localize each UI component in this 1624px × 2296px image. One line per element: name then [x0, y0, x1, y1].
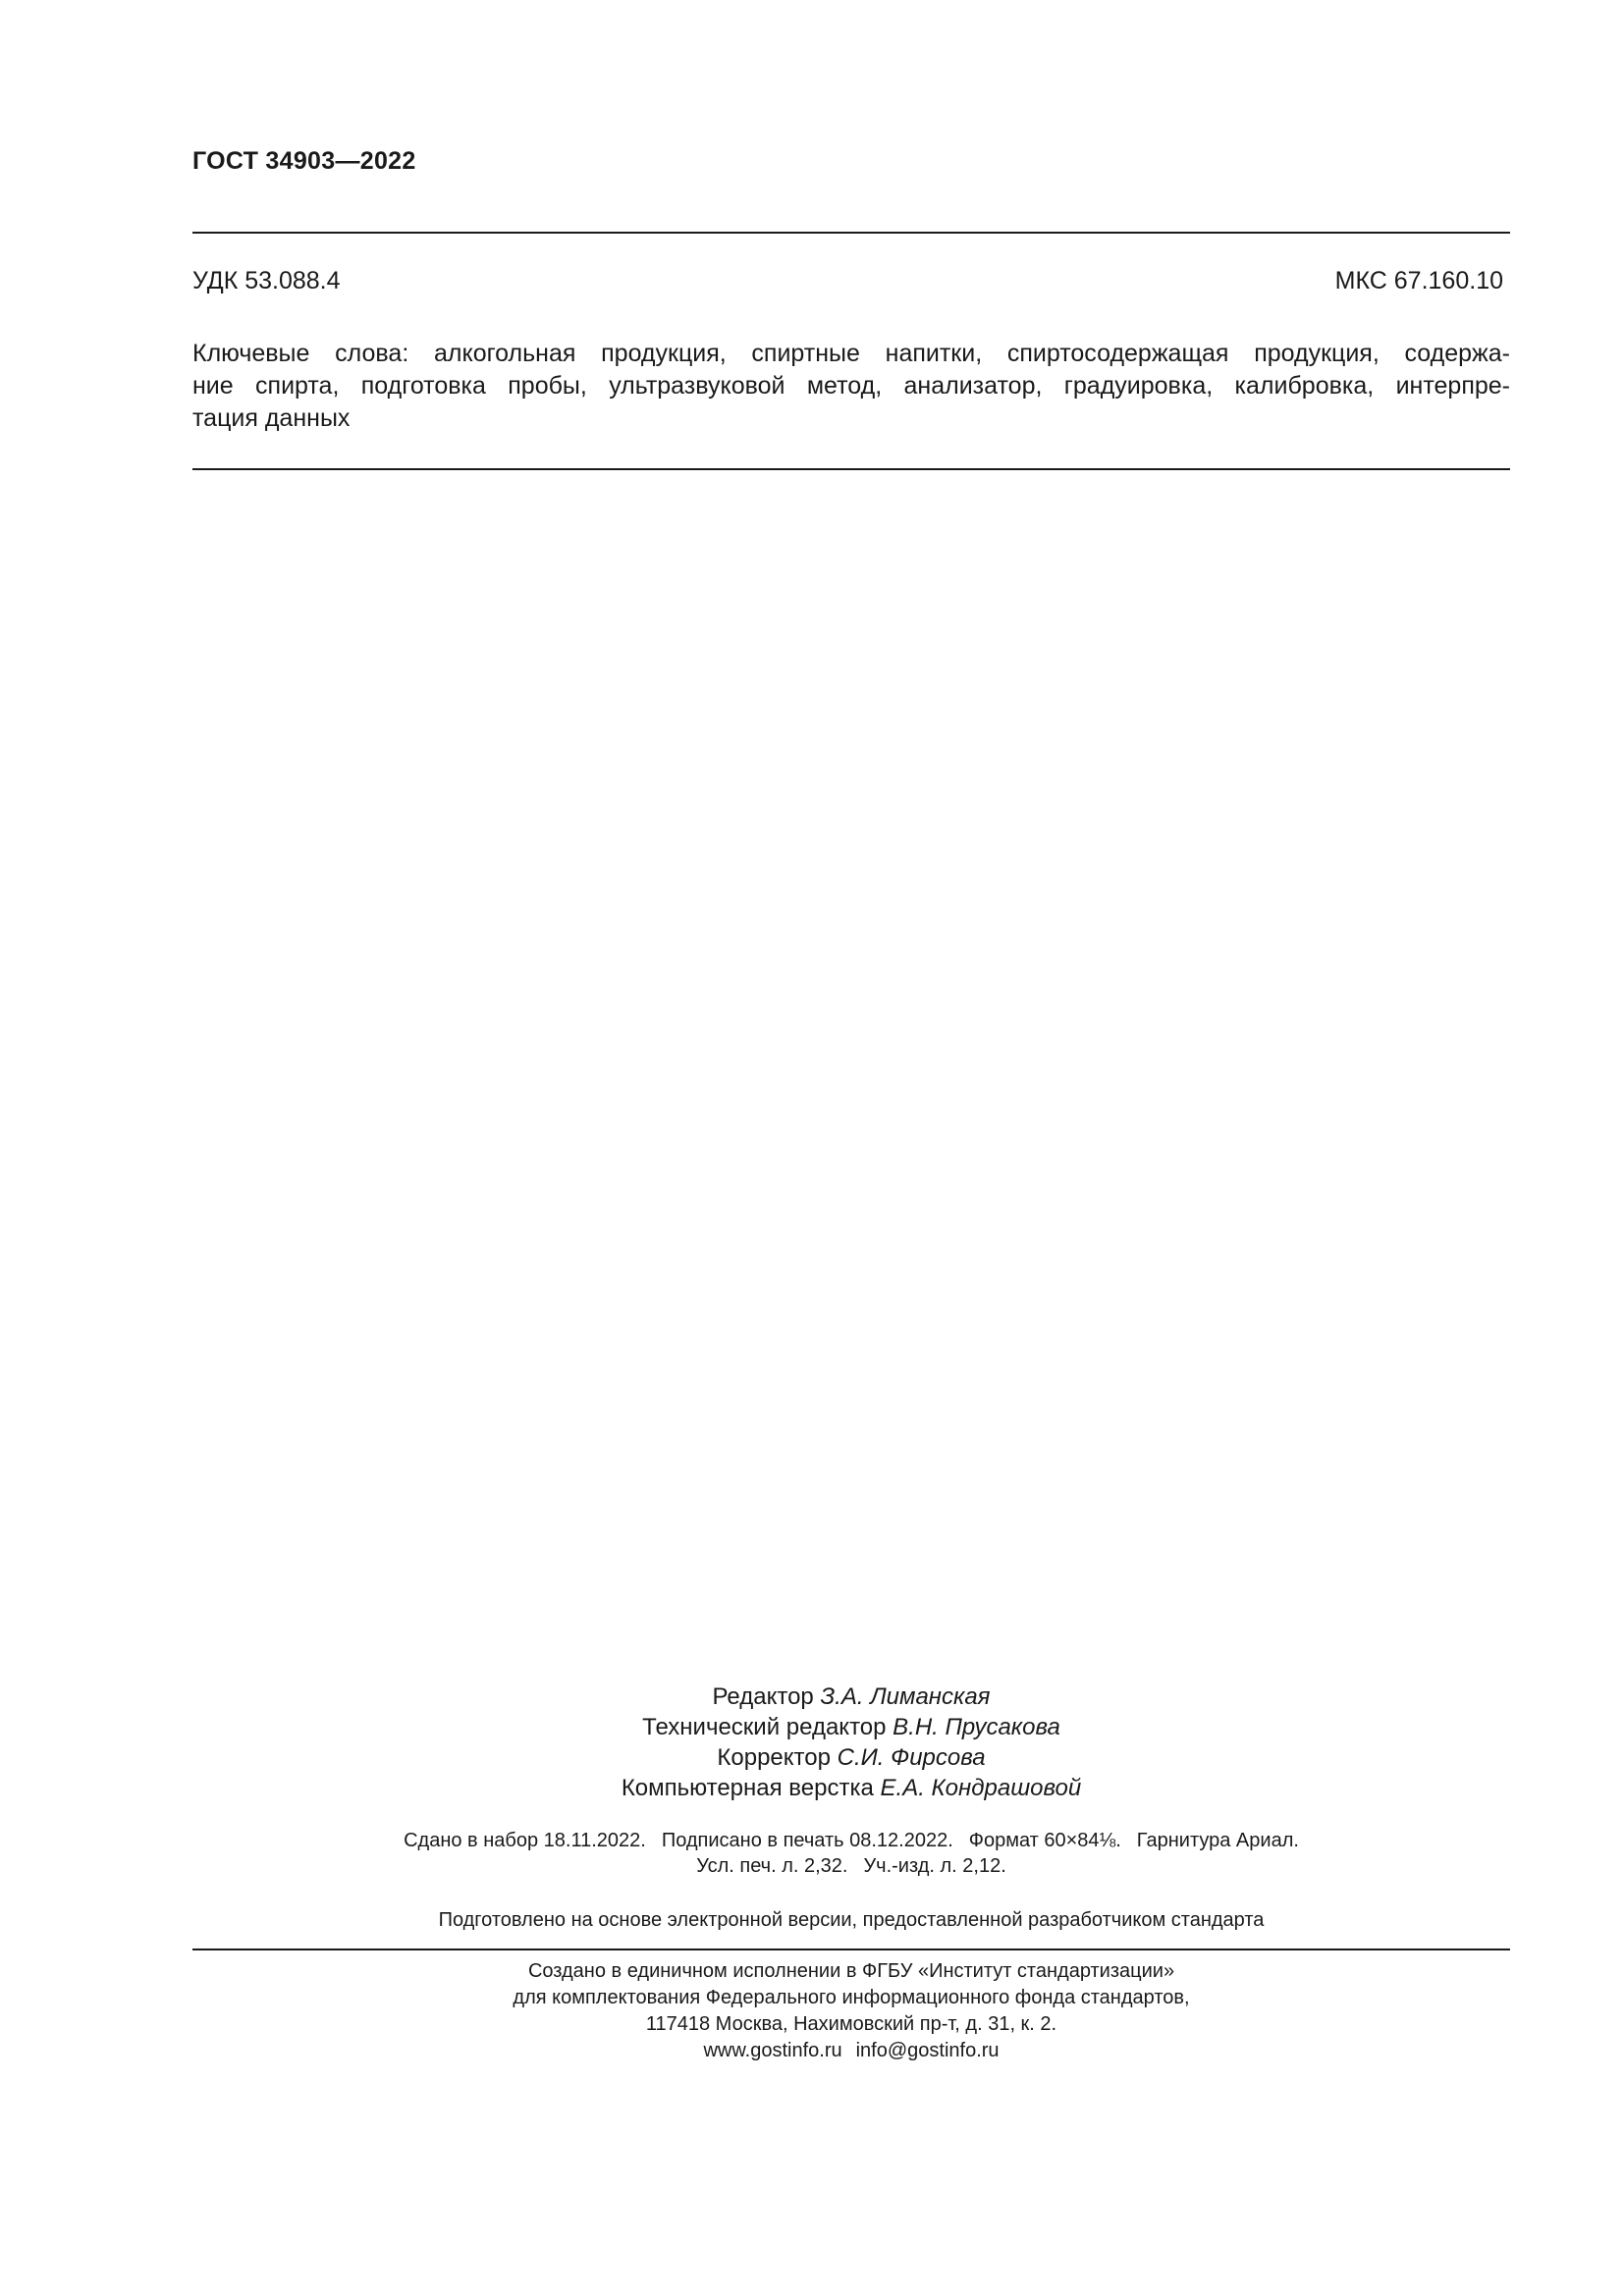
keywords-line: ние спирта, подготовка пробы, ультразвуковой метод, анализатор, градуировка, калибровка, интерпре-	[192, 372, 1510, 400]
prepared-note: Подготовлено на основе электронной версии, предоставленной разработчиком стандарта	[438, 1909, 1265, 1931]
document-code: ГОСТ 34903—2022	[192, 147, 416, 175]
bottom-divider	[192, 1949, 1510, 1950]
website-link[interactable]: www.gostinfo.ru	[703, 2040, 842, 2061]
imprint-line-2	[192, 1853, 1510, 1879]
signed-date: Подписано в печать 08.12.2022.	[661, 1830, 953, 1851]
top-divider	[192, 232, 1510, 234]
credits-block	[192, 1682, 1510, 1803]
publisher-sheets: Уч.-изд. л. 2,12.	[863, 1855, 1006, 1877]
keywords-line: Ключевые слова: алкогольная продукция, спиртные напитки, спиртосодержащая продукция, содержа-	[192, 340, 1510, 367]
print-sheets: Усл. печ. л. 2,32.	[696, 1855, 848, 1877]
layout-role: Компьютерная верстка	[621, 1775, 874, 1801]
mks-code: МКС 67.160.10	[1334, 267, 1503, 294]
corrector-line	[192, 1742, 1510, 1773]
created-address: 117418 Москва, Нахимовский пр-т, д. 31, к. 2.	[645, 2013, 1057, 2035]
imprint-block	[192, 1828, 1510, 1879]
keywords-line: тация данных	[192, 404, 351, 432]
submitted-date: Сдано в набор 18.11.2022.	[404, 1830, 646, 1851]
contact-links	[192, 2038, 1510, 2064]
corrector-name: С.И. Фирсова	[837, 1744, 986, 1771]
paper-format: Формат 60×84⅛.	[968, 1830, 1121, 1851]
tech-editor-line	[192, 1712, 1510, 1742]
udk-code: УДК 53.088.4	[192, 267, 341, 294]
editor-line	[192, 1682, 1510, 1712]
layout-name: Е.А. Кондрашовой	[880, 1775, 1082, 1801]
created-line-2: для комплектования Федерального информационного фонда стандартов,	[513, 1987, 1190, 2008]
imprint-line-1	[192, 1828, 1510, 1853]
typeface: Гарнитура Ариал.	[1136, 1830, 1299, 1851]
editor-role: Редактор	[712, 1683, 814, 1710]
corrector-role: Корректор	[717, 1744, 831, 1771]
created-block	[192, 1958, 1510, 2064]
created-line-1: Создано в единичном исполнении в ФГБУ «Институт стандартизации»	[527, 1960, 1175, 1982]
email-link[interactable]: info@gostinfo.ru	[855, 2040, 1000, 2061]
tech-editor-role: Технический редактор	[642, 1714, 887, 1740]
keywords-divider	[192, 468, 1510, 470]
tech-editor-name: В.Н. Прусакова	[893, 1714, 1060, 1740]
editor-name: З.А. Лиманская	[820, 1683, 991, 1710]
keywords-paragraph	[192, 338, 1510, 435]
layout-line	[192, 1773, 1510, 1803]
